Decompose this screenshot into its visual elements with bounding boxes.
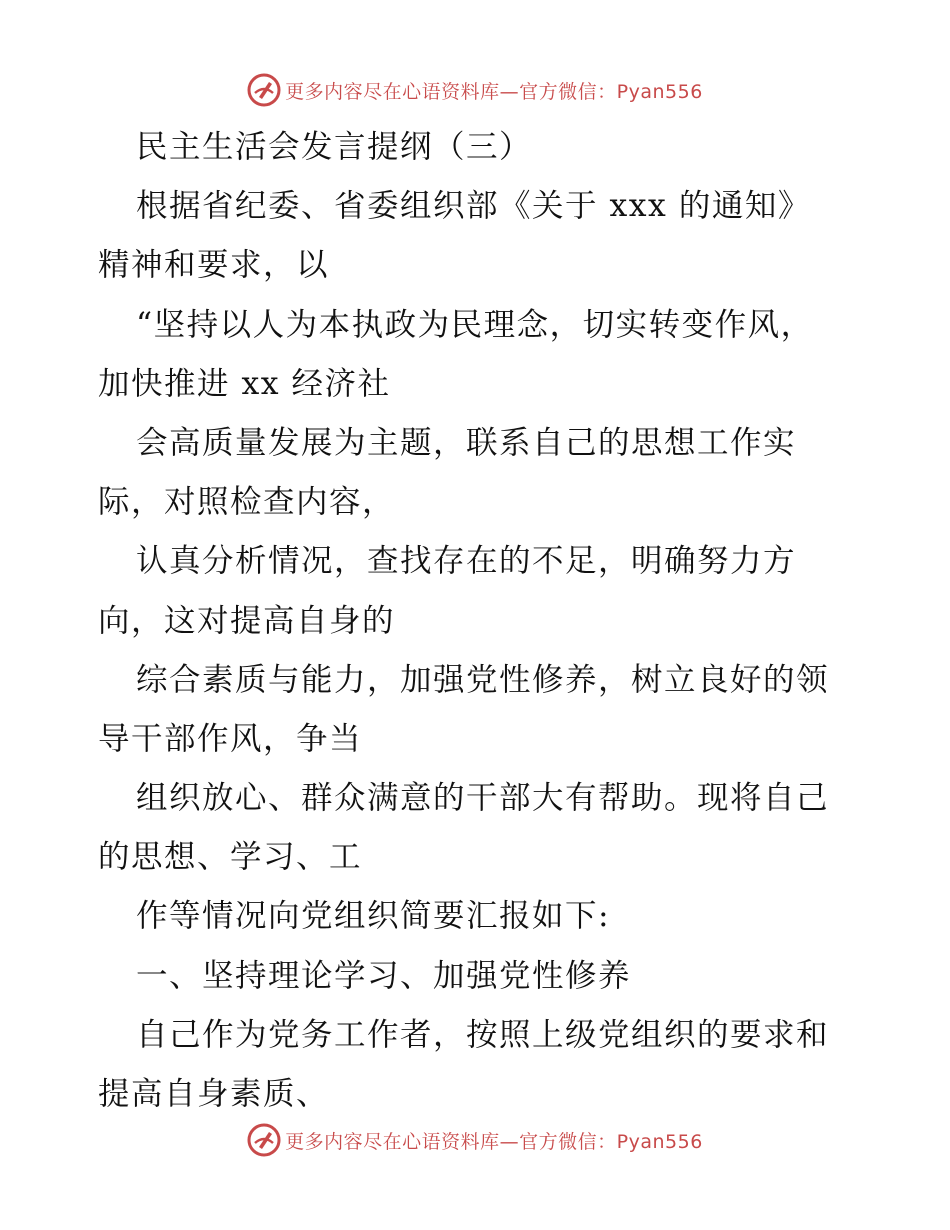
text-line: 精神和要求，以 <box>98 247 330 284</box>
book-pen-logo-icon <box>247 73 281 107</box>
text-line: 向，这对提高自身的 <box>98 602 396 639</box>
header-watermark-banner <box>0 70 950 110</box>
text-line: 组织放心、群众满意的干部大有帮助。现将自己 <box>136 780 830 817</box>
text-line: 会高质量发展为主题，联系自己的思想工作实 <box>136 424 797 461</box>
text-line: 提高自身素质、 <box>98 1076 330 1112</box>
book-pen-logo-icon <box>247 1123 281 1157</box>
text-line: 导干部作风，争当 <box>98 720 363 757</box>
text-line: 综合素质与能力，加强党性修养，树立良好的领 <box>136 661 830 698</box>
watermark-text: 更多内容尽在心语资料库—官方微信：Pyan556 <box>285 80 703 103</box>
text-line: 一、坚持理论学习、加强党性修养 <box>136 957 632 994</box>
document-title: 民主生活会发言提纲（三） <box>136 129 533 165</box>
text-line: 认真分析情况，查找存在的不足，明确努力方 <box>136 543 797 580</box>
text-line: 的思想、学习、工 <box>98 839 363 876</box>
watermark-text: 更多内容尽在心语资料库—官方微信：Pyan556 <box>285 1130 703 1153</box>
text-line: 根据省纪委、省委组织部《关于 xxx 的通知》 <box>136 188 811 225</box>
footer-watermark-banner <box>0 1120 950 1160</box>
text-line: 自己作为党务工作者，按照上级党组织的要求和 <box>136 1016 830 1053</box>
text-line: 作等情况向党组织简要汇报如下: <box>136 898 611 935</box>
document-body <box>98 118 858 1124</box>
text-line: 加快推进 xx 经济社 <box>98 365 391 402</box>
text-line: 际，对照检查内容， <box>98 484 396 521</box>
text-line: “坚持以人为本执政为民理念，切实转变作风， <box>136 306 814 343</box>
